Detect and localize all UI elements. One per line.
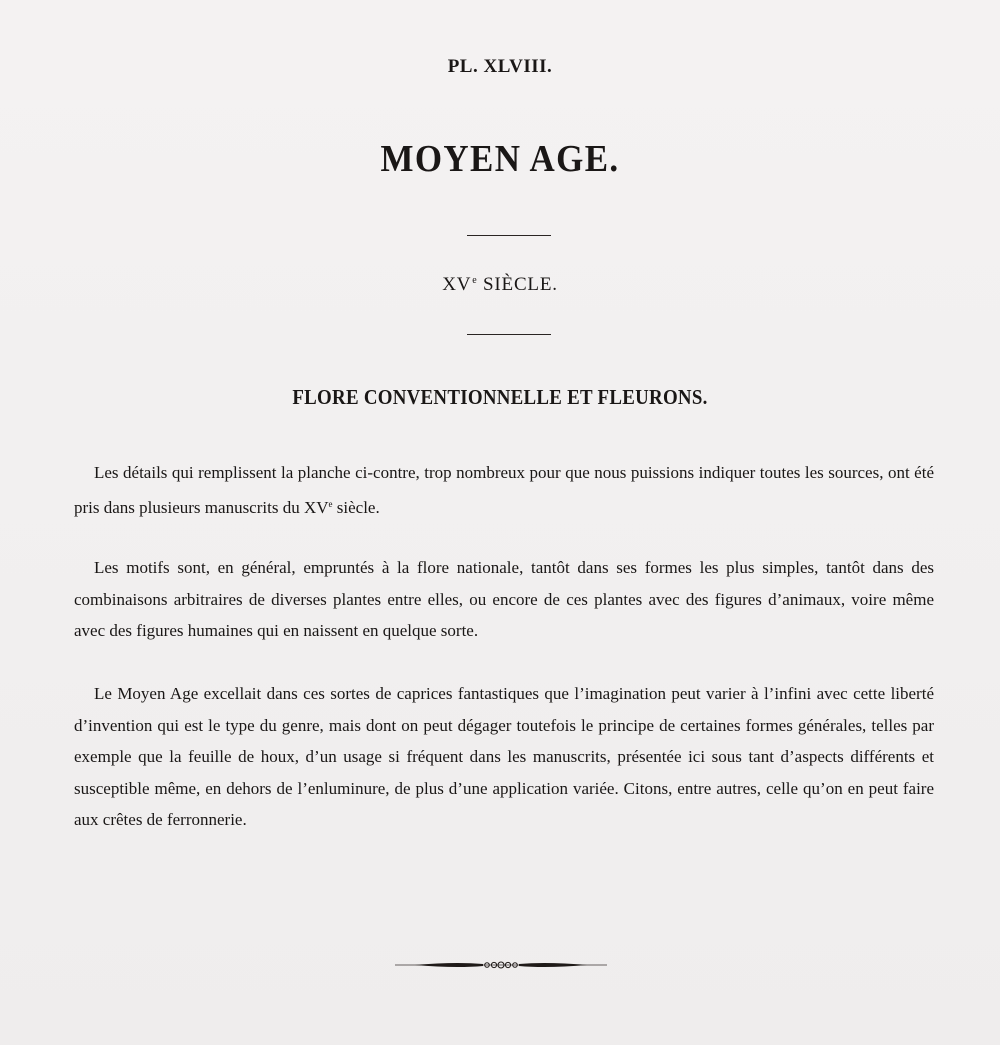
paragraph-1-tail: siècle. [332, 497, 380, 517]
century-superscript: e [472, 275, 478, 286]
divider-rule-bottom [467, 334, 551, 335]
tail-piece-ornament-icon [395, 958, 607, 972]
paragraph-1-text: Les détails qui remplissent la planche ci-contre, trop nombreux pour que nous puissions indiquer toutes les sources, ont été pris dans plusieurs manuscrits du XV [74, 463, 934, 517]
century-numeral: XV [442, 274, 472, 295]
paragraph-1 [74, 457, 934, 523]
page-title: MOYEN AGE. [380, 138, 620, 180]
century-heading [0, 274, 1000, 296]
paragraph-1-superscript: e [328, 498, 333, 509]
paragraph-2: Les motifs sont, en général, empruntés à la flore nationale, tantôt dans ses formes les plus simples, tantôt dans des combinaisons arbitraires de diverses plantes entre elles, ou encore de ces plantes avec des figures d’animaux, voire même avec des figures humaines qui en naissent en quelque sorte. [74, 558, 934, 640]
plate-number: PL. XLVIII. [447, 56, 553, 77]
section-subtitle: FLORE CONVENTIONNELLE ET FLEURONS. [292, 385, 708, 409]
century-word: SIÈCLE. [483, 274, 558, 295]
divider-rule-top [467, 235, 551, 236]
paragraph-3: Le Moyen Age excellait dans ces sortes de caprices fantastiques que l’imagination peut varier à l’infini avec cette liberté d’invention qui est le type du genre, mais dont on peut dégager toutefois le principe de certaines formes générales, telles par exemple que la feuille de houx, d’un usage si fréquent dans les manuscrits, présentée ici sous tant d’aspects différents et susceptible même, en dehors de l’enluminure, de plus d’une application variée. Citons, entre autres, celle qu’on en peut faire aux crêtes de ferronnerie. [74, 684, 934, 829]
